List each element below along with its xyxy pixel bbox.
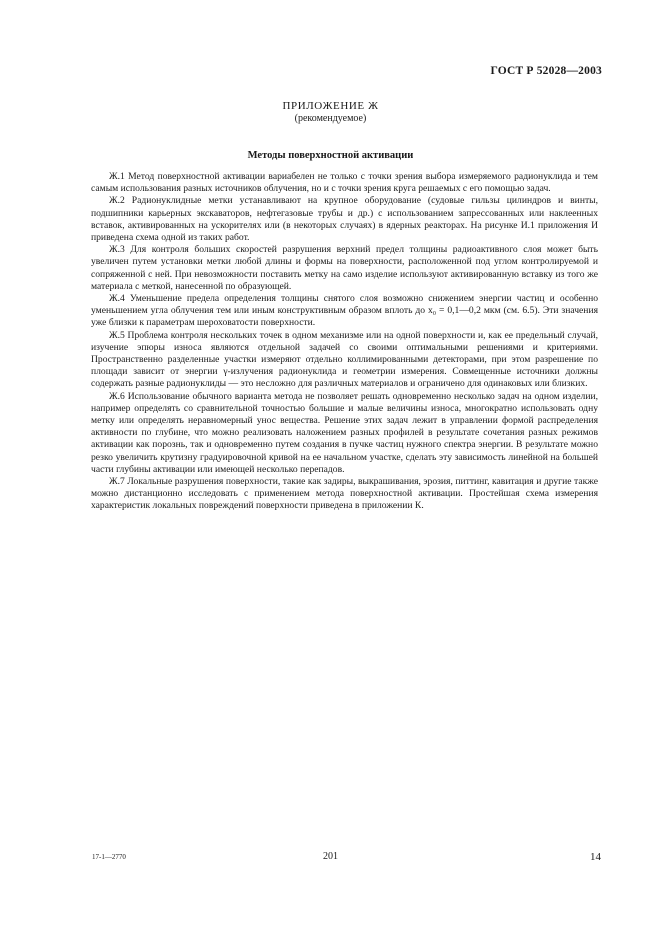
paragraph-zh2: Ж.2 Радионуклидные метки устанавливают на крупное оборудование (судовые гильзы цилиндров и винты, подшипники карьерных экскаваторов, нефтегазовые трубы и др.) с использованием запрессованных или наклеенных вставок, активированных на ускорителях или (в некоторых случаях) в ядерных реакторах. На рисунке И.1 приложения И приведена схема одной из таких работ. [91,195,598,244]
paragraph-zh5: Ж.5 Проблема контроля нескольких точек в одном механизме или на одной поверхности и, как ее предельный случай, изучение эпюры износа являются отдельной задачей со своими оптимальными решениями и критериями. Пространственно разделенные участки измеряют отдельно коллимированными детекторами, при этом разрешение по площади зависит от энергии γ-излучения радионуклида и геометрии измерения. Совмещенные источники должны содержать разные радионуклиды — это несложно для различных материалов и ограничено для одинаковых или близких. [91,329,598,390]
paragraph-zh6: Ж.6 Использование обычного варианта метода не позволяет решать одновременно несколько задач на одном изделии, например определять со сравнительной точностью большие и малые величины износа, многократно использовать одну метку или определять неравномерный унос вещества. Решение этих задач лежит в управлении формой распределения активности по глубине, что можно реализовать наложением разных профилей в результате сочетания разных режимов активации как порознь, так и одновременно путем создания в пучке частиц нужного спектра энергии. В результате можно резко увеличить крутизну градуировочной кривой на ее начальном участке, сделать эту зависимость линейной на большей части глубины активации или имеющей несколько перепадов. [91,390,598,475]
paragraph-zh7: Ж.7 Локальные разрушения поверхности, такие как задиры, выкрашивания, эрозия, питтинг, кавитация и другие также можно дистанционно исследовать с применением метода поверхностной активации. Простейшая схема измерения характеристик локальных повреждений поверхности приведена в приложении К. [91,476,598,512]
paragraph-zh1: Ж.1 Метод поверхностной активации вариабелен не только с точки зрения выбора измеряемого радионуклида и тем самым использования разных источников облучения, но и с точки зрения круга решаемых с его помощью задач. [91,171,598,195]
sequence-number: 201 [323,851,338,862]
standard-code: ГОСТ Р 52028—2003 [490,65,602,77]
print-order-code: 17-1—2770 [92,853,126,861]
paragraph-zh4: Ж.4 Уменьшение предела определения толщины снятого слоя возможно снижением энергии частиц и особенно уменьшением угла облучения тем или иным конструктивным образом вплоть до x₀ = 0,1—0,2 мкм (см. 6.5). Эти значения уже близки к параметрам шероховатости поверхности. [91,293,598,329]
paragraph-zh3: Ж.3 Для контроля больших скоростей разрушения верхний предел толщины радиоактивного слоя может быть увеличен путем установки метки любой длины и формы на поверхности, расположенной под углом контролируемой и сопряженной с ней. При невозможности поставить метку на само изделие используют активированную вставку из того же материала с меткой, нанесенной по образующей. [91,244,598,292]
appendix-title: ПРИЛОЖЕНИЕ Ж [282,100,379,112]
section-title: Методы поверхностной активации [247,150,414,161]
body-text [91,171,598,513]
page-number: 14 [590,851,601,863]
appendix-subtitle: (рекомендуемое) [294,113,367,124]
